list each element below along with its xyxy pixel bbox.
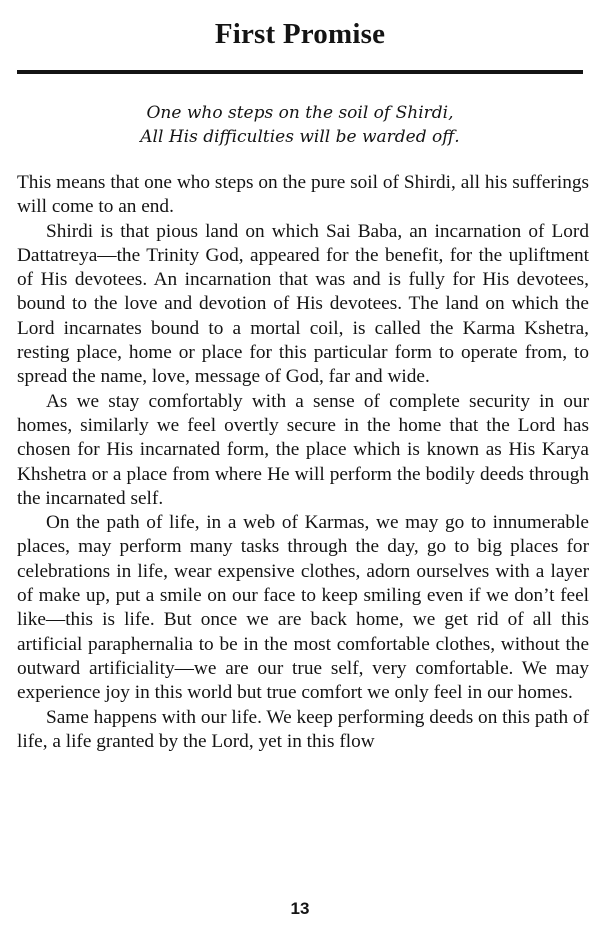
paragraph: On the path of life, in a web of Karmas, we may go to innumerable places, may perform many tasks through the day, go to big places for celebrations in life, wear expensive clothes, adorn ourselves with a layer of make up, put a smile on our face to keep smiling even if we don’t feel like—this is life. But once we are back home, we get rid of all this artificial paraphernalia to be in the most comfortable clothes, without the outward artificiality—we are our true self, very comfortable. We may experience joy in this world but true comfort we only feel in our homes. <box>17 512 589 704</box>
paragraph: Same happens with our life. We keep performing deeds on this path of life, a life granted by the Lord, yet in this flow <box>17 706 589 752</box>
page-number: 13 <box>290 899 310 918</box>
epigraph-line: One who steps on the soil of Shirdi, <box>146 103 454 123</box>
chapter-title: First Promise <box>214 18 386 50</box>
body-text <box>17 171 589 754</box>
paragraph: This means that one who steps on the pure soil of Shirdi, all his sufferings will come to an end. <box>17 172 589 218</box>
epigraph <box>0 101 600 149</box>
title-rule <box>17 70 583 74</box>
paragraph: Shirdi is that pious land on which Sai Baba, an incarnation of Lord Dattatreya—the Trinity God, appeared for the benefit, for the upliftment of His devotees. An incarnation that was and is fully for His devotees, bound to the love and devotion of His devotees. The land on which the Lord incarnates bound to a mortal coil, is called the Karma Kshetra, resting place, home or place for this particular form to operate from, to spread the name, love, message of God, far and wide. <box>17 220 589 388</box>
epigraph-line: All His difficulties will be warded off. <box>140 127 460 147</box>
paragraph: As we stay comfortably with a sense of complete security in our homes, similarly we feel overtly secure in the home that the Lord has chosen for His incarnated form, the place which is known as His Karya Khshetra or a place from where He will perform the bodily deeds through the incarnated self. <box>17 390 589 509</box>
